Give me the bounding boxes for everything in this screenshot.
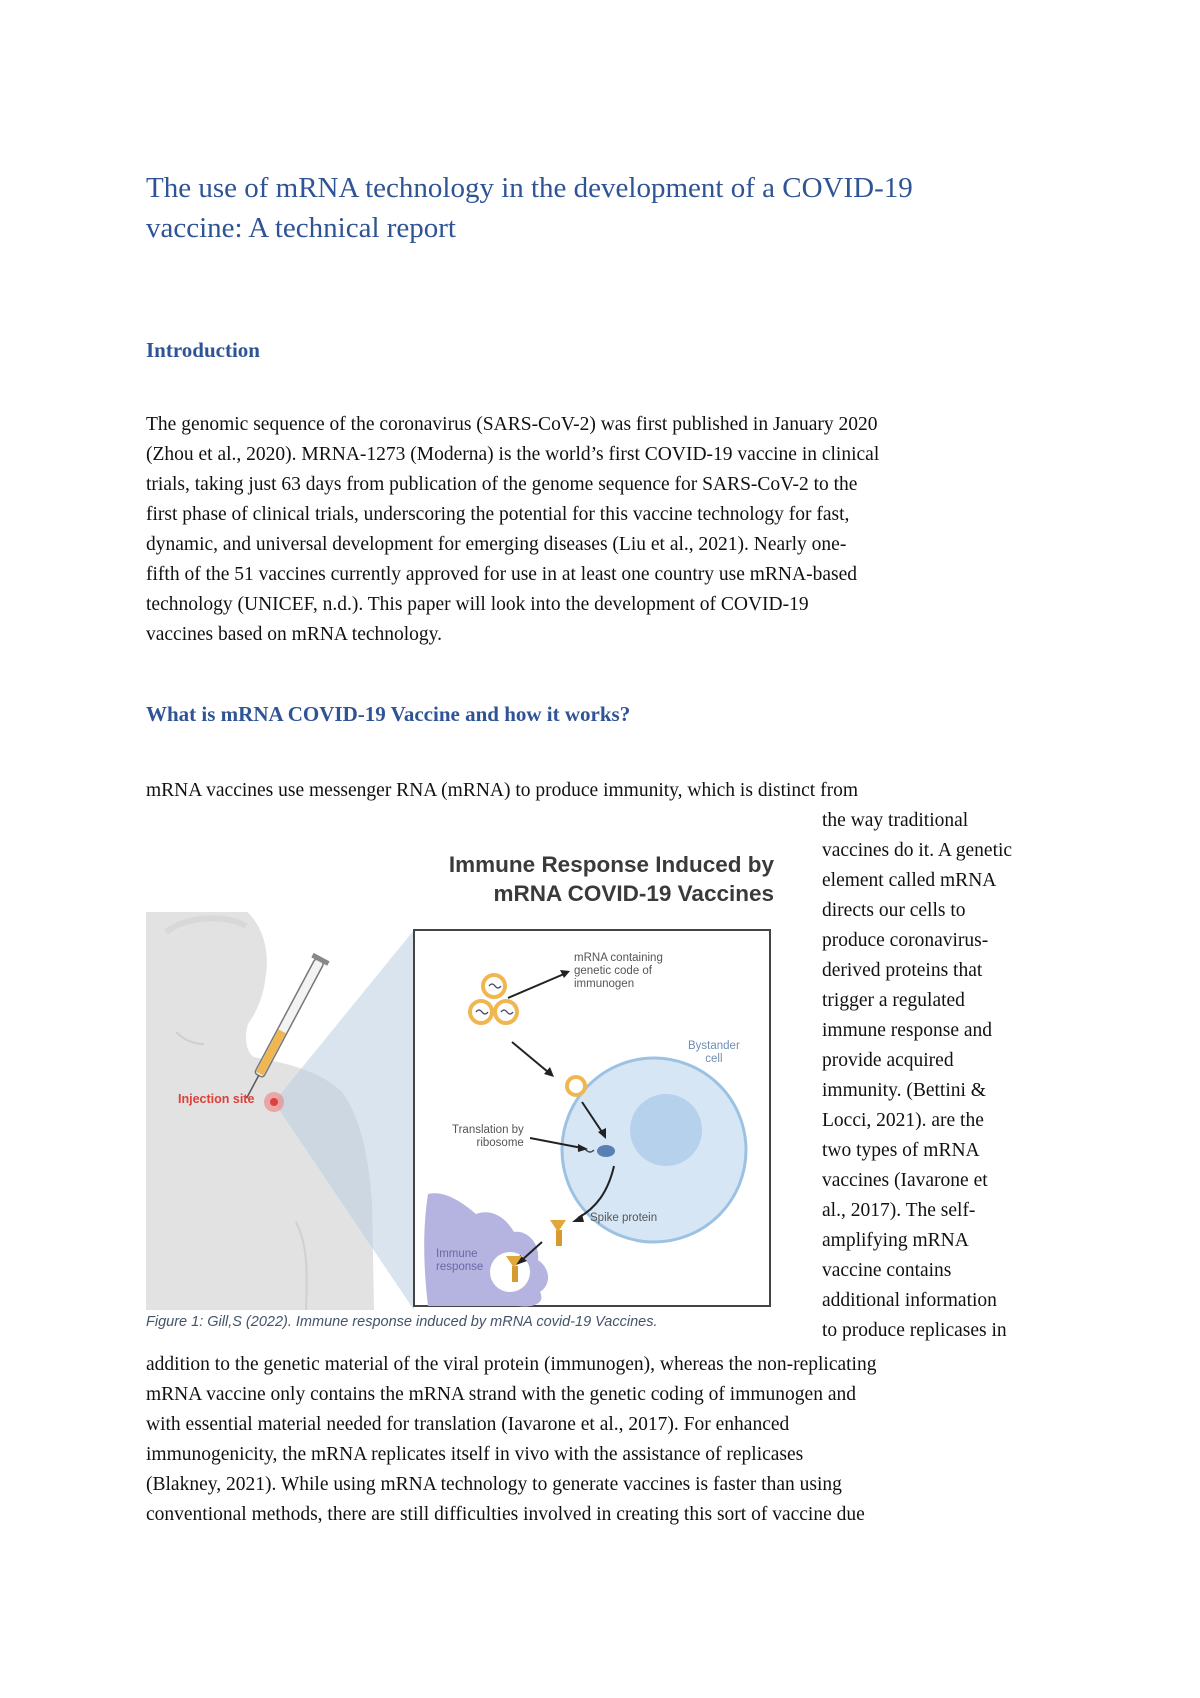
paragraph-line: trials, taking just 63 days from publication of the genome sequence for SARS-CoV-2 to the <box>146 474 858 495</box>
paragraph-line: provide acquired <box>822 1050 954 1071</box>
figure-caption: Figure 1: Gill,S (2022). Immune response induced by mRNA covid-19 Vaccines. <box>146 1314 658 1330</box>
injection-site-label: Injection site <box>178 1092 255 1106</box>
paragraph-line: The genomic sequence of the coronavirus (SARS-CoV-2) was first published in January 2020 <box>146 414 878 435</box>
paragraph-line: to produce replicases in <box>822 1320 1007 1341</box>
paragraph-line: immunogenicity, the mRNA replicates itself in vivo with the assistance of replicases <box>146 1444 804 1465</box>
bystander-cell-label <box>688 1040 740 1066</box>
paragraph-line: vaccines do it. A genetic <box>822 840 1013 861</box>
figure-title-line-1: Immune Response Induced by <box>448 852 774 877</box>
paragraph-line: additional information <box>822 1290 997 1311</box>
paragraph-line: first phase of clinical trials, underscoring the potential for this vaccine technology for fast, <box>146 504 850 525</box>
introduction-paragraph <box>146 410 1086 650</box>
what-is-wrapped-text <box>822 806 1084 1346</box>
what-is-lead-line <box>146 776 1086 806</box>
paragraph-line: vaccines based on mRNA technology. <box>146 624 443 645</box>
paragraph-line: two types of mRNA <box>822 1140 980 1161</box>
paragraph-line: element called mRNA <box>822 870 997 891</box>
paragraph-line: amplifying mRNA <box>822 1230 969 1251</box>
paragraph-line: Locci, 2021). are the <box>822 1110 984 1131</box>
translation-label-line: ribosome <box>476 1137 524 1149</box>
immune-label-line: Immune <box>436 1248 478 1260</box>
bystander-label-line: cell <box>705 1053 723 1065</box>
title-line-1: The use of mRNA technology in the development of a COVID-19 <box>146 172 913 204</box>
mrna-label-line: mRNA containing <box>574 952 663 964</box>
paragraph-line: dynamic, and universal development for emerging diseases (Liu et al., 2021). Nearly one- <box>146 534 847 555</box>
paragraph-line: (Zhou et al., 2020). MRNA-1273 (Moderna) is the world’s first COVID-19 vaccine in clinical <box>146 444 880 465</box>
title-line-2: vaccine: A technical report <box>146 212 456 244</box>
figure-title <box>449 850 774 908</box>
bystander-label-line: Bystander <box>688 1040 740 1052</box>
spike-label-text: Spike protein <box>590 1212 658 1224</box>
paragraph-line: technology (UNICEF, n.d.). This paper will look into the development of COVID-19 <box>146 594 809 615</box>
paragraph-line: vaccine contains <box>822 1260 952 1281</box>
paragraph-line: addition to the genetic material of the viral protein (immunogen), whereas the non-replicating <box>146 1354 877 1375</box>
paragraph-line: immune response and <box>822 1020 993 1041</box>
paragraph-line: (Blakney, 2021). While using mRNA technology to generate vaccines is faster than using <box>146 1474 842 1495</box>
spike-protein-label <box>590 1212 657 1225</box>
paragraph-line: fifth of the 51 vaccines currently approved for use in at least one country use mRNA-based <box>146 564 857 585</box>
paragraph-line: vaccines (Iavarone et <box>822 1170 988 1191</box>
ribosome <box>597 1145 615 1157</box>
paragraph-line: produce coronavirus- <box>822 930 989 951</box>
paragraph-line: the way traditional <box>822 810 969 831</box>
paragraph-line: immunity. (Bettini & <box>822 1080 986 1101</box>
what-is-continued-paragraph <box>146 1350 1086 1530</box>
mrna-label-line: immunogen <box>574 978 635 990</box>
paragraph-line: mRNA vaccines use messenger RNA (mRNA) to produce immunity, which is distinct from <box>146 780 859 801</box>
paragraph-line: trigger a regulated <box>822 990 965 1011</box>
mrna-label-line: genetic code of <box>574 965 653 977</box>
paragraph-line: directs our cells to <box>822 900 966 921</box>
translation-label <box>452 1124 524 1150</box>
paragraph-line: mRNA vaccine only contains the mRNA strand with the genetic coding of immunogen and <box>146 1384 856 1405</box>
introduction-heading: Introduction <box>146 338 260 362</box>
what-is-heading: What is mRNA COVID-19 Vaccine and how it works? <box>146 702 631 726</box>
translation-label-line: Translation by <box>452 1124 524 1136</box>
immune-response-label <box>436 1248 483 1274</box>
paragraph-line: derived proteins that <box>822 960 983 981</box>
figure-immune-response <box>146 850 774 1310</box>
mrna-label <box>574 952 663 991</box>
paragraph-line: al., 2017). The self- <box>822 1200 976 1221</box>
document-title <box>146 168 1086 248</box>
figure-title-line-2: mRNA COVID-19 Vaccines <box>493 881 774 906</box>
paragraph-line: with essential material needed for translation (Iavarone et al., 2017). For enhanced <box>146 1414 790 1435</box>
paragraph-line: conventional methods, there are still difficulties involved in creating this sort of vaccine due <box>146 1504 865 1525</box>
immune-label-line: response <box>436 1261 484 1273</box>
